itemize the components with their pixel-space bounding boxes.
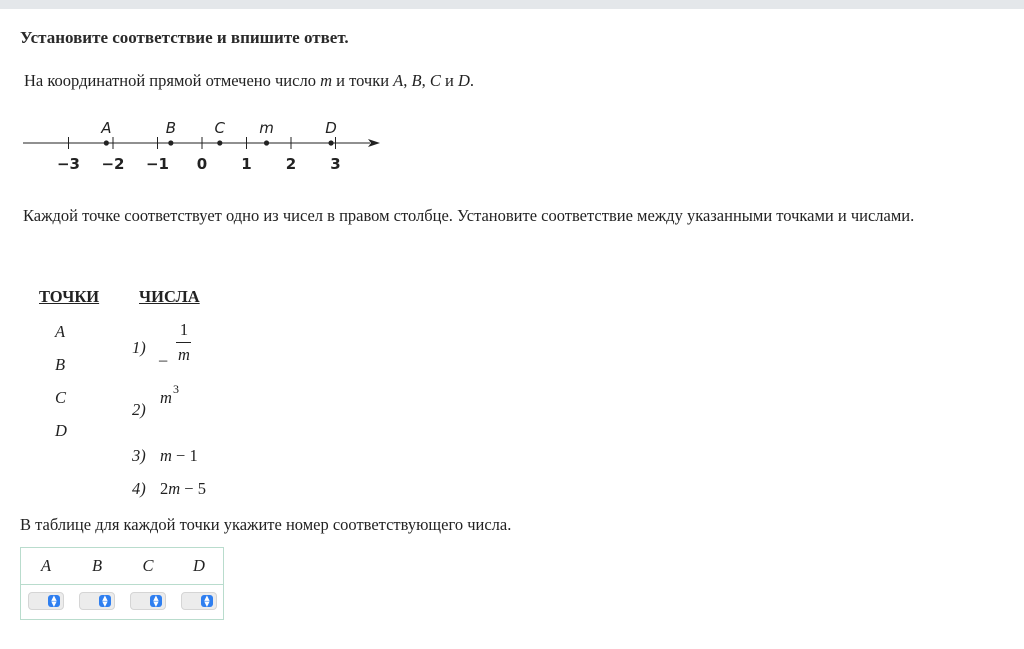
- point-label-c: C: [55, 388, 67, 407]
- select-arrows-icon: ▲ ▼: [201, 595, 213, 607]
- tick-label: −1: [145, 155, 170, 173]
- answer-select-c[interactable]: [130, 592, 166, 610]
- point-marker: [168, 140, 173, 145]
- option-2-exponent: 3: [173, 382, 179, 396]
- select-arrows-icon: ▲ ▼: [150, 595, 162, 607]
- intro-d: D: [457, 71, 470, 90]
- task-heading: Установите соответствие и впишите ответ.: [20, 28, 349, 47]
- answer-select-a[interactable]: [28, 592, 64, 610]
- intro-b: B: [411, 71, 422, 90]
- select-arrows-icon: ▲ ▼: [99, 595, 111, 607]
- option-4-coef: 2: [160, 479, 169, 498]
- intro-a: A: [393, 71, 404, 90]
- option-3-number: 3): [132, 446, 146, 465]
- answer-table-header: [21, 548, 223, 585]
- intro-text-1: На координатной прямой отмечено число: [24, 71, 316, 90]
- option-3-var: m: [160, 446, 172, 465]
- tick-label: −2: [101, 155, 125, 173]
- intro-m: m: [320, 71, 332, 90]
- intro-end: .: [469, 71, 475, 90]
- number-line: [18, 112, 388, 176]
- intro-c: C: [429, 71, 441, 90]
- tick-label: −3: [56, 155, 81, 173]
- option-1-numerator: 1: [179, 320, 189, 339]
- tick-label: 3: [330, 155, 341, 173]
- option-2-number: 2): [132, 400, 146, 419]
- option-3-expression: [160, 446, 198, 466]
- task-description: Каждой точке соответствует одно из чисел в правом столбце. Установите соответствие между указанными точками и числами.: [23, 206, 915, 225]
- option-4-rest: − 5: [180, 479, 206, 498]
- point-label: A: [101, 119, 112, 137]
- top-bar: [0, 0, 1024, 9]
- answer-table: [20, 547, 224, 620]
- answer-header-a: A: [40, 556, 52, 575]
- point-label-b: B: [55, 355, 66, 374]
- answer-select-d[interactable]: [181, 592, 217, 610]
- point-marker: [328, 140, 333, 145]
- option-1-minus: –: [159, 350, 168, 369]
- tick-label: 1: [241, 155, 252, 173]
- points-column-header: ТОЧКИ: [39, 287, 100, 306]
- answer-header-c: C: [142, 556, 154, 575]
- point-label-d: D: [55, 421, 67, 440]
- task-intro: [24, 71, 474, 91]
- point-label: m: [259, 119, 274, 137]
- point-marker: [264, 140, 269, 145]
- intro-sep-1: ,: [403, 71, 408, 90]
- intro-sep-2: ,: [421, 71, 426, 90]
- option-4-var: m: [168, 479, 181, 498]
- answer-instruction: В таблице для каждой точки укажите номер соответствующего числа.: [20, 515, 512, 534]
- select-arrows-icon: ▲ ▼: [48, 595, 60, 607]
- tick-label: 0: [196, 155, 208, 173]
- option-3-rest: − 1: [171, 446, 198, 465]
- answer-header-b: B: [91, 556, 103, 575]
- option-1-number: 1): [132, 338, 146, 357]
- point-marker: [104, 140, 109, 145]
- option-4-expression: [160, 479, 206, 499]
- option-2-base: m: [160, 388, 172, 407]
- option-4-number: 4): [132, 479, 146, 498]
- intro-and: и: [445, 71, 454, 90]
- numbers-column-header: ЧИСЛА: [139, 287, 200, 306]
- answer-select-b[interactable]: [79, 592, 115, 610]
- tick-label: 2: [285, 155, 297, 173]
- point-label: D: [325, 119, 337, 137]
- point-label: B: [165, 119, 176, 137]
- point-marker: [217, 140, 222, 145]
- option-1-fraction-bar: [176, 342, 191, 343]
- point-label: C: [214, 119, 226, 137]
- intro-text-2: и точки: [336, 71, 390, 90]
- answer-header-d: D: [193, 556, 205, 575]
- option-1-denominator: m: [178, 345, 190, 364]
- point-label-a: A: [55, 322, 66, 341]
